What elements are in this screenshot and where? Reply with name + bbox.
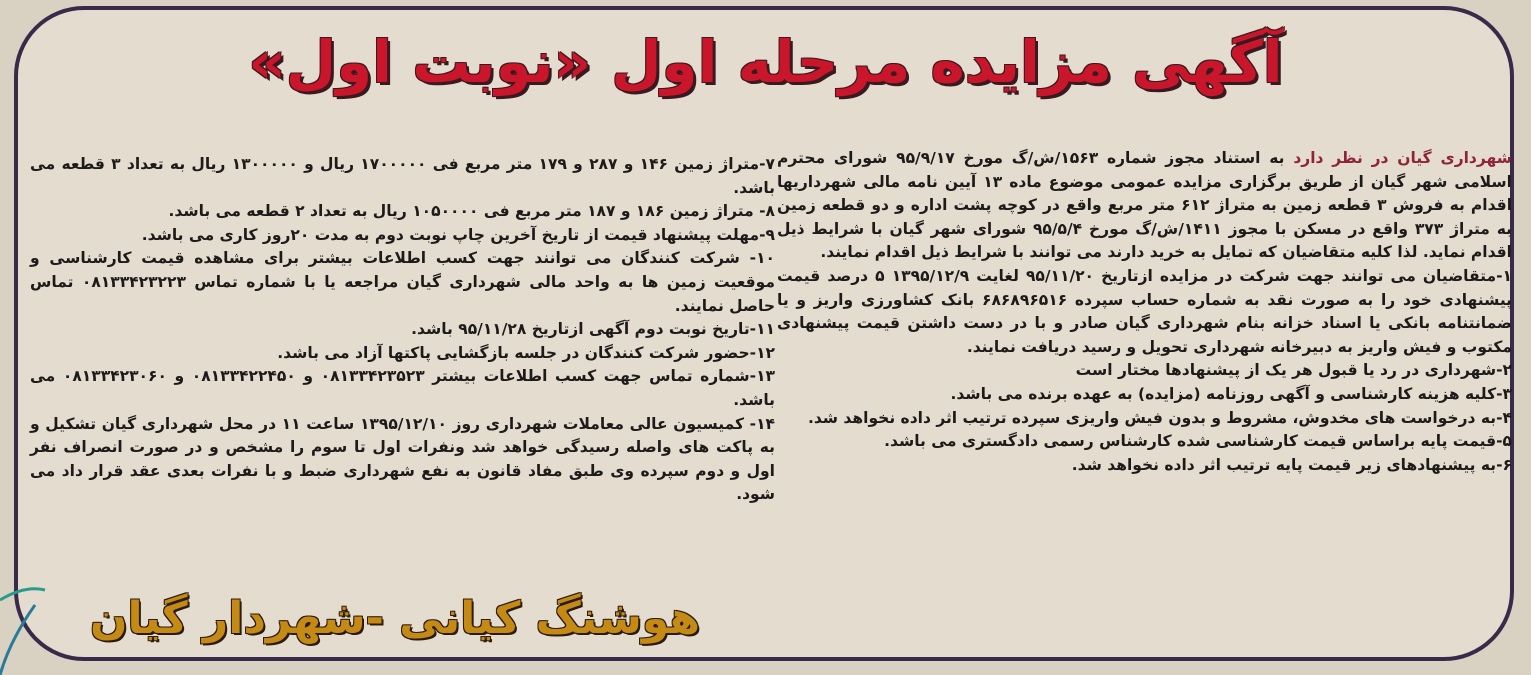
intro-paragraph — [777, 147, 1512, 265]
condition-item-7: ۷-متراژ زمین ۱۴۶ و ۲۸۷ و ۱۷۹ متر مربع فی ۱۷۰۰۰۰۰ ریال و ۱۳۰۰۰۰۰ ریال به تعداد ۳ قطعه می باشد. — [30, 155, 775, 197]
condition-item-1: ۱-متقاضیان می توانند جهت شرکت در مزایده ازتاریخ ۹۵/۱۱/۲۰ لغایت ۱۳۹۵/۱۲/۹ ۵ درصد قیمت پیشنهادی خود را به صورت نقد به شماره حساب سپرده ۶۸۶۸۹۶۵۱۶ بانک کشاورزی واریز و یا ضمانتنامه بانکی یا اسناد خزانه بنام شهرداری گیان صادر و با در دست داشتن قیمت پیشنهادی مکتوب و فیش واریز به دبیرخانه شهرداری تحویل و رسید دریافت نمایند. — [777, 266, 1513, 356]
right-column — [777, 147, 1512, 477]
condition-item-11: ۱۱-تاریخ نوبت دوم آگهی ازتاریخ ۹۵/۱۱/۲۸ باشد. — [411, 320, 775, 339]
intro-text: به استناد مجوز شماره ۱۵۶۳/ش/گ مورخ ۹۵/۹/۱۷ شورای محترم اسلامی شهر گیان از طریق برگزاری مزایده عمومی موضوع ماده ۱۳ آیین نامه مالی شهرداریها اقدام به فروش ۳ قطعه زمین به متراژ ۶۱۲ متر مربع واقع در کوچه پشت اداره و دو قطعه زمین به متراژ ۳۷۳ واقع در مسکن با مجوز ۱۴۱۱/ش/گ مورخ ۹۵/۵/۴ شورای شهر گیان با شرایط ذیل اقدام نماید. لذا کلیه متقاضیان که تمایل به خرید دارند می توانند با شرایط ذیل اقدام نمایند. — [777, 149, 1513, 262]
intro-highlight: شهرداری گیان در نظر دارد — [1293, 149, 1512, 167]
condition-item-13: ۱۳-شماره تماس جهت کسب اطلاعات بیشتر ۰۸۱۳۳۴۲۳۵۲۳ و ۰۸۱۳۳۴۲۲۴۵۰ و ۰۸۱۳۳۴۲۳۰۶۰ می باشد. — [30, 367, 775, 409]
condition-item-5: ۵-قیمت پایه براساس قیمت کارشناسی شده کارشناس رسمی دادگستری می باشد. — [884, 432, 1512, 451]
left-column — [30, 153, 775, 507]
mayor-signature: هوشنگ کیانی -شهردار گیان — [89, 593, 700, 644]
condition-item-10: ۱۰- شرکت کنندگان می توانند جهت کسب اطلاعات بیشتر برای مشاهده قیمت کارشناسی و موقعیت زمین ها به واحد مالی شهرداری گیان مراجعه یا با شماره تماس ۰۸۱۳۳۴۲۳۲۲۳ تماس حاصل نمایند. — [30, 249, 775, 315]
condition-item-4: ۴-به درخواست های مخدوش، مشروط و بدون فیش واریزی سپرده ترتیب اثر داده نخواهد شد. — [807, 408, 1512, 427]
condition-item-14: ۱۴- کمیسیون عالی معاملات شهرداری روز ۱۳۹۵/۱۲/۱۰ ساعت ۱۱ در محل شهرداری گیان تشکیل و به پاکت های واصله رسیدگی خواهد شد ونفرات اول تا سوم را مشخص و در صورت انصراف نفر اول و دوم سپرده وی طبق مفاد قانون به نفع شهرداری ضبط و با نفرات بعدی عقد قرار داد می شود. — [30, 414, 775, 504]
condition-item-2: ۲-شهرداری در رد یا قبول هر یک از پیشنهادها مختار است — [1075, 361, 1512, 380]
condition-item-8: ۸- متراژ زمین ۱۸۶ و ۱۸۷ متر مربع فی ۱۰۵۰۰۰۰ ریال به تعداد ۲ قطعه می باشد. — [168, 202, 775, 221]
condition-item-12: ۱۲-حضور شرکت کنندگان در جلسه بازگشایی پاکتها آزاد می باشد. — [277, 343, 775, 362]
condition-item-3: ۳-کلیه هزینه کارشناسی و آگهی روزنامه (مزایده) به عهده برنده می باشد. — [950, 384, 1512, 403]
condition-item-9: ۹-مهلت پیشنهاد قیمت از تاریخ آخرین چاپ نوبت دوم به مدت ۲۰روز کاری می باشد. — [141, 225, 775, 244]
ad-title: آگهی مزایده مرحله اول «نوبت اول» — [248, 28, 1283, 96]
condition-item-6: ۶-به پیشنهادهای زیر قیمت پایه ترتیب اثر داده نخواهد شد. — [1071, 455, 1512, 474]
